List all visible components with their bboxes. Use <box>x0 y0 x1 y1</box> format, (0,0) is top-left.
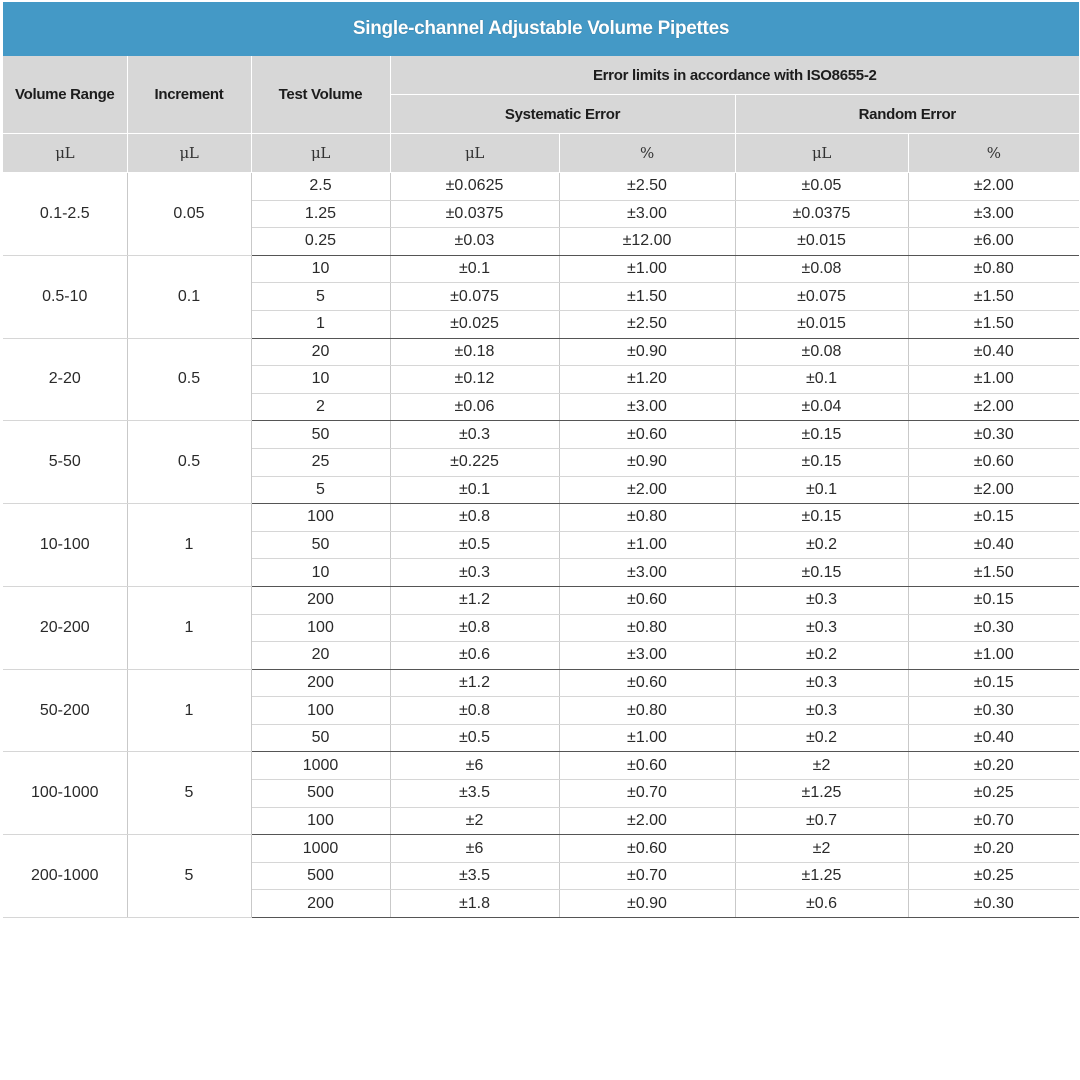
random-ul-cell: ±0.3 <box>735 614 908 642</box>
increment-cell: 1 <box>127 669 251 752</box>
systematic-pct-cell: ±0.80 <box>559 697 735 725</box>
test-volume-cell: 2.5 <box>251 173 390 201</box>
table-row <box>3 835 1079 863</box>
test-volume-cell: 10 <box>251 255 390 283</box>
systematic-ul-cell: ±2 <box>390 807 559 835</box>
test-volume-cell: 200 <box>251 669 390 697</box>
volume-range-cell: 20-200 <box>3 586 127 669</box>
unit-cell: μL <box>735 134 908 173</box>
table-row <box>3 338 1079 366</box>
systematic-ul-cell: ±0.225 <box>390 448 559 476</box>
random-ul-cell: ±0.6 <box>735 890 908 918</box>
random-pct-cell: ±0.30 <box>908 697 1079 725</box>
test-volume-cell: 1.25 <box>251 200 390 228</box>
systematic-ul-cell: ±6 <box>390 835 559 863</box>
systematic-ul-cell: ±0.18 <box>390 338 559 366</box>
test-volume-cell: 10 <box>251 559 390 587</box>
systematic-ul-cell: ±0.12 <box>390 366 559 394</box>
increment-cell: 5 <box>127 752 251 835</box>
random-pct-cell: ±0.15 <box>908 669 1079 697</box>
systematic-pct-cell: ±1.50 <box>559 283 735 311</box>
systematic-pct-cell: ±0.90 <box>559 338 735 366</box>
unit-cell: μL <box>251 134 390 173</box>
table-title: Single-channel Adjustable Volume Pipettes <box>3 2 1079 56</box>
volume-range-cell: 200-1000 <box>3 835 127 918</box>
systematic-pct-cell: ±0.90 <box>559 448 735 476</box>
test-volume-cell: 2 <box>251 393 390 421</box>
random-ul-cell: ±0.2 <box>735 531 908 559</box>
systematic-pct-cell: ±0.80 <box>559 614 735 642</box>
systematic-ul-cell: ±3.5 <box>390 780 559 808</box>
systematic-pct-cell: ±2.50 <box>559 310 735 338</box>
random-ul-cell: ±0.15 <box>735 559 908 587</box>
random-ul-cell: ±2 <box>735 835 908 863</box>
random-ul-cell: ±0.3 <box>735 586 908 614</box>
systematic-ul-cell: ±1.8 <box>390 890 559 918</box>
test-volume-cell: 5 <box>251 476 390 504</box>
increment-cell: 1 <box>127 504 251 587</box>
systematic-ul-cell: ±0.0625 <box>390 173 559 201</box>
systematic-pct-cell: ±2.00 <box>559 476 735 504</box>
systematic-pct-cell: ±2.00 <box>559 807 735 835</box>
systematic-pct-cell: ±1.00 <box>559 724 735 752</box>
random-pct-cell: ±0.30 <box>908 421 1079 449</box>
table-row <box>3 255 1079 283</box>
random-pct-cell: ±1.50 <box>908 559 1079 587</box>
random-pct-cell: ±1.00 <box>908 642 1079 670</box>
table-row <box>3 752 1079 780</box>
increment-cell: 1 <box>127 586 251 669</box>
test-volume-cell: 25 <box>251 448 390 476</box>
random-pct-cell: ±3.00 <box>908 200 1079 228</box>
systematic-ul-cell: ±0.1 <box>390 255 559 283</box>
table-row <box>3 504 1079 532</box>
increment-cell: 0.05 <box>127 173 251 256</box>
systematic-pct-cell: ±1.00 <box>559 531 735 559</box>
systematic-pct-cell: ±0.60 <box>559 669 735 697</box>
systematic-ul-cell: ±0.5 <box>390 531 559 559</box>
systematic-ul-cell: ±0.0375 <box>390 200 559 228</box>
test-volume-cell: 20 <box>251 642 390 670</box>
random-pct-cell: ±0.20 <box>908 835 1079 863</box>
systematic-ul-cell: ±0.8 <box>390 697 559 725</box>
test-volume-cell: 10 <box>251 366 390 394</box>
volume-range-cell: 50-200 <box>3 669 127 752</box>
random-ul-cell: ±0.2 <box>735 642 908 670</box>
volume-range-cell: 10-100 <box>3 504 127 587</box>
random-ul-cell: ±0.15 <box>735 504 908 532</box>
random-pct-cell: ±0.70 <box>908 807 1079 835</box>
test-volume-cell: 200 <box>251 586 390 614</box>
systematic-ul-cell: ±0.1 <box>390 476 559 504</box>
systematic-pct-cell: ±0.60 <box>559 421 735 449</box>
systematic-pct-cell: ±0.80 <box>559 504 735 532</box>
header-test-volume: Test Volume <box>251 56 390 134</box>
volume-range-cell: 0.5-10 <box>3 255 127 338</box>
test-volume-cell: 100 <box>251 807 390 835</box>
systematic-ul-cell: ±0.06 <box>390 393 559 421</box>
random-ul-cell: ±0.2 <box>735 724 908 752</box>
random-ul-cell: ±1.25 <box>735 780 908 808</box>
test-volume-cell: 0.25 <box>251 228 390 256</box>
random-pct-cell: ±0.40 <box>908 724 1079 752</box>
random-pct-cell: ±0.40 <box>908 531 1079 559</box>
header-volume-range: Volume Range <box>3 56 127 134</box>
systematic-pct-cell: ±12.00 <box>559 228 735 256</box>
increment-cell: 5 <box>127 835 251 918</box>
systematic-pct-cell: ±0.60 <box>559 752 735 780</box>
random-ul-cell: ±0.1 <box>735 366 908 394</box>
random-pct-cell: ±0.25 <box>908 780 1079 808</box>
table-row <box>3 586 1079 614</box>
table-row <box>3 421 1079 449</box>
systematic-ul-cell: ±0.075 <box>390 283 559 311</box>
random-ul-cell: ±0.15 <box>735 421 908 449</box>
systematic-ul-cell: ±0.8 <box>390 504 559 532</box>
random-pct-cell: ±2.00 <box>908 393 1079 421</box>
test-volume-cell: 1000 <box>251 752 390 780</box>
test-volume-cell: 1000 <box>251 835 390 863</box>
test-volume-cell: 500 <box>251 780 390 808</box>
table-body <box>3 173 1079 918</box>
systematic-ul-cell: ±6 <box>390 752 559 780</box>
volume-range-cell: 0.1-2.5 <box>3 173 127 256</box>
random-ul-cell: ±0.0375 <box>735 200 908 228</box>
volume-range-cell: 5-50 <box>3 421 127 504</box>
systematic-ul-cell: ±0.5 <box>390 724 559 752</box>
header-increment: Increment <box>127 56 251 134</box>
systematic-pct-cell: ±0.60 <box>559 586 735 614</box>
table-row <box>3 669 1079 697</box>
systematic-pct-cell: ±3.00 <box>559 200 735 228</box>
random-ul-cell: ±0.15 <box>735 448 908 476</box>
test-volume-cell: 20 <box>251 338 390 366</box>
test-volume-cell: 50 <box>251 724 390 752</box>
unit-cell: % <box>559 134 735 173</box>
unit-cell: μL <box>390 134 559 173</box>
random-pct-cell: ±0.30 <box>908 614 1079 642</box>
random-pct-cell: ±0.15 <box>908 504 1079 532</box>
table-row <box>3 173 1079 201</box>
spec-sheet <box>3 2 1079 918</box>
random-ul-cell: ±1.25 <box>735 862 908 890</box>
unit-cell: % <box>908 134 1079 173</box>
increment-cell: 0.1 <box>127 255 251 338</box>
systematic-pct-cell: ±1.20 <box>559 366 735 394</box>
random-ul-cell: ±0.7 <box>735 807 908 835</box>
random-ul-cell: ±0.075 <box>735 283 908 311</box>
test-volume-cell: 100 <box>251 504 390 532</box>
systematic-pct-cell: ±3.00 <box>559 559 735 587</box>
systematic-pct-cell: ±0.90 <box>559 890 735 918</box>
systematic-pct-cell: ±0.60 <box>559 835 735 863</box>
random-ul-cell: ±0.1 <box>735 476 908 504</box>
header-error-limits: Error limits in accordance with ISO8655-2 <box>390 56 1079 95</box>
test-volume-cell: 5 <box>251 283 390 311</box>
random-pct-cell: ±0.80 <box>908 255 1079 283</box>
test-volume-cell: 50 <box>251 531 390 559</box>
random-ul-cell: ±0.015 <box>735 310 908 338</box>
systematic-ul-cell: ±0.3 <box>390 421 559 449</box>
systematic-pct-cell: ±3.00 <box>559 393 735 421</box>
random-pct-cell: ±0.30 <box>908 890 1079 918</box>
increment-cell: 0.5 <box>127 421 251 504</box>
test-volume-cell: 500 <box>251 862 390 890</box>
random-pct-cell: ±6.00 <box>908 228 1079 256</box>
test-volume-cell: 1 <box>251 310 390 338</box>
test-volume-cell: 100 <box>251 614 390 642</box>
random-ul-cell: ±0.3 <box>735 669 908 697</box>
systematic-pct-cell: ±1.00 <box>559 255 735 283</box>
random-ul-cell: ±0.015 <box>735 228 908 256</box>
systematic-pct-cell: ±2.50 <box>559 173 735 201</box>
random-ul-cell: ±0.3 <box>735 697 908 725</box>
systematic-ul-cell: ±0.8 <box>390 614 559 642</box>
random-ul-cell: ±0.08 <box>735 255 908 283</box>
systematic-pct-cell: ±0.70 <box>559 862 735 890</box>
header-random-error: Random Error <box>735 95 1079 134</box>
random-pct-cell: ±0.25 <box>908 862 1079 890</box>
random-pct-cell: ±2.00 <box>908 476 1079 504</box>
systematic-ul-cell: ±0.025 <box>390 310 559 338</box>
pipette-spec-table <box>3 56 1079 918</box>
unit-cell: μL <box>127 134 251 173</box>
random-ul-cell: ±0.05 <box>735 173 908 201</box>
systematic-pct-cell: ±3.00 <box>559 642 735 670</box>
test-volume-cell: 50 <box>251 421 390 449</box>
random-pct-cell: ±0.40 <box>908 338 1079 366</box>
volume-range-cell: 2-20 <box>3 338 127 421</box>
random-pct-cell: ±1.50 <box>908 310 1079 338</box>
systematic-pct-cell: ±0.70 <box>559 780 735 808</box>
systematic-ul-cell: ±0.3 <box>390 559 559 587</box>
systematic-ul-cell: ±3.5 <box>390 862 559 890</box>
systematic-ul-cell: ±0.6 <box>390 642 559 670</box>
random-pct-cell: ±0.15 <box>908 586 1079 614</box>
test-volume-cell: 200 <box>251 890 390 918</box>
increment-cell: 0.5 <box>127 338 251 421</box>
header-systematic-error: Systematic Error <box>390 95 735 134</box>
unit-cell: μL <box>3 134 127 173</box>
test-volume-cell: 100 <box>251 697 390 725</box>
random-ul-cell: ±0.04 <box>735 393 908 421</box>
random-pct-cell: ±1.50 <box>908 283 1079 311</box>
systematic-ul-cell: ±1.2 <box>390 586 559 614</box>
volume-range-cell: 100-1000 <box>3 752 127 835</box>
random-ul-cell: ±0.08 <box>735 338 908 366</box>
random-pct-cell: ±2.00 <box>908 173 1079 201</box>
random-pct-cell: ±1.00 <box>908 366 1079 394</box>
random-pct-cell: ±0.60 <box>908 448 1079 476</box>
systematic-ul-cell: ±0.03 <box>390 228 559 256</box>
systematic-ul-cell: ±1.2 <box>390 669 559 697</box>
random-ul-cell: ±2 <box>735 752 908 780</box>
random-pct-cell: ±0.20 <box>908 752 1079 780</box>
